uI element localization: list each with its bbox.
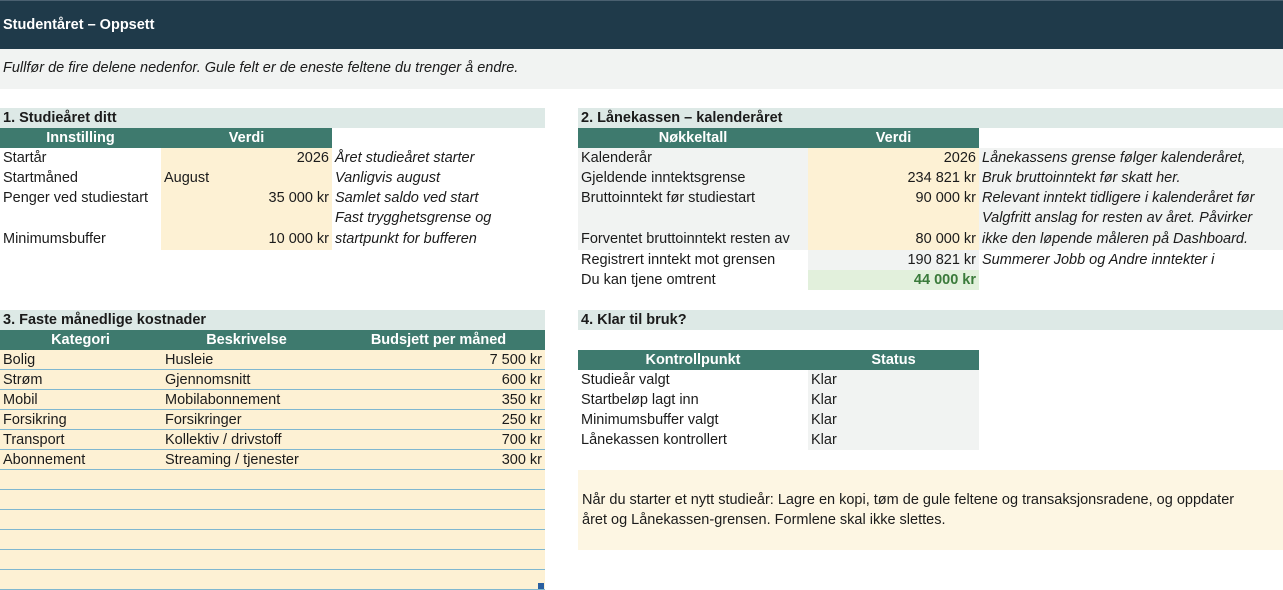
cost-category[interactable]: Strøm bbox=[3, 372, 43, 388]
cost-description[interactable]: Gjennomsnitt bbox=[165, 372, 251, 388]
table-row[interactable] bbox=[0, 370, 545, 390]
cost-category[interactable]: Bolig bbox=[3, 352, 36, 368]
start-money-note: Samlet saldo ved start bbox=[335, 190, 479, 206]
title-gridline bbox=[0, 0, 1283, 2]
table-resize-handle[interactable] bbox=[538, 583, 544, 589]
section2-header-value: Verdi bbox=[808, 128, 979, 148]
cost-budget[interactable]: 700 kr bbox=[501, 432, 542, 448]
section4-heading: 4. Klar til bruk? bbox=[578, 310, 1283, 330]
section3-header-budget: Budsjett per måned bbox=[332, 330, 545, 350]
start-year-note: Året studieåret starter bbox=[335, 150, 475, 166]
table-row[interactable] bbox=[0, 450, 545, 470]
cost-description[interactable]: Mobilabonnement bbox=[165, 392, 281, 408]
section3-header-description: Beskrivelse bbox=[161, 330, 332, 350]
table-row[interactable] bbox=[0, 410, 545, 430]
table-row[interactable] bbox=[0, 390, 545, 410]
start-money-input[interactable]: 35 000 kr bbox=[161, 188, 332, 208]
key-label-expected-income: Forventet bruttoinntekt resten av bbox=[581, 231, 790, 247]
new-year-note-line1: Når du starter et nytt studieår: Lagre en kopi, tøm de gule feltene og transaksjonsradene, og oppdater bbox=[582, 492, 1235, 508]
section3-heading: 3. Faste månedlige kostnader bbox=[0, 310, 545, 330]
section2-header-key: Nøkkeltall bbox=[578, 128, 808, 148]
check-status: Klar bbox=[808, 390, 979, 410]
table-row[interactable] bbox=[0, 430, 545, 450]
empty-cost-row[interactable] bbox=[0, 530, 545, 550]
check-status: Klar bbox=[808, 410, 979, 430]
registered-income-note: Summerer Jobb og Andre inntekter i bbox=[982, 252, 1215, 268]
empty-cost-row[interactable] bbox=[0, 490, 545, 510]
section4-header-status: Status bbox=[808, 350, 979, 370]
check-status: Klar bbox=[808, 430, 979, 450]
income-before-start-note: Relevant inntekt tidligere i kalenderåret før bbox=[982, 190, 1255, 206]
check-status: Klar bbox=[808, 370, 979, 390]
section3-header-category: Kategori bbox=[0, 330, 161, 350]
expected-income-note-line2: ikke den løpende måleren på Dashboard. bbox=[982, 231, 1248, 247]
empty-cost-row[interactable] bbox=[0, 550, 545, 570]
setting-label-min-buffer: Minimumsbuffer bbox=[3, 231, 106, 247]
expected-income-input[interactable]: 80 000 kr bbox=[915, 231, 976, 247]
expected-income-note-line1: Valgfritt anslag for resten av året. Påvirker bbox=[982, 210, 1253, 226]
key-label-income-before-start: Bruttoinntekt før studiestart bbox=[581, 190, 756, 206]
calendar-year-note: Lånekassens grense følger kalenderåret, bbox=[982, 150, 1246, 166]
cost-category[interactable]: Abonnement bbox=[3, 452, 86, 468]
sheet-title-bar bbox=[0, 0, 1283, 49]
check-label: Studieår valgt bbox=[581, 372, 670, 388]
start-month-note: Vanligvis august bbox=[335, 170, 441, 186]
can-earn-value: 44 000 kr bbox=[808, 270, 979, 290]
section2-heading: 2. Lånekassen – kalenderåret bbox=[578, 108, 1283, 128]
empty-cost-row[interactable] bbox=[0, 470, 545, 490]
cost-description[interactable]: Kollektiv / drivstoff bbox=[165, 432, 282, 448]
cost-description[interactable]: Forsikringer bbox=[165, 412, 242, 428]
setting-label-start-month: Startmåned bbox=[3, 170, 78, 186]
check-label: Startbeløp lagt inn bbox=[581, 392, 699, 408]
empty-cost-row[interactable] bbox=[0, 570, 545, 590]
income-before-start-input[interactable]: 90 000 kr bbox=[808, 188, 979, 208]
cost-description[interactable]: Streaming / tjenester bbox=[165, 452, 299, 468]
new-year-note-line2: året og Lånekassen-grensen. Formlene skal ikke slettes. bbox=[582, 512, 946, 528]
setting-label-start-money: Penger ved studiestart bbox=[3, 190, 149, 206]
key-label-calendar-year: Kalenderår bbox=[581, 150, 652, 166]
calendar-year-input[interactable]: 2026 bbox=[808, 148, 979, 168]
cost-budget[interactable]: 350 kr bbox=[501, 392, 542, 408]
registered-income-value: 190 821 kr bbox=[808, 250, 979, 270]
section1-header-setting: Innstilling bbox=[0, 128, 161, 148]
min-buffer-note-line1: Fast trygghetsgrense og bbox=[335, 210, 492, 226]
income-limit-input[interactable]: 234 821 kr bbox=[808, 168, 979, 188]
section4-header-check: Kontrollpunkt bbox=[578, 350, 808, 370]
income-limit-note: Bruk bruttoinntekt før skatt her. bbox=[982, 170, 1181, 186]
min-buffer-input[interactable]: 10 000 kr bbox=[268, 231, 329, 247]
empty-cost-row[interactable] bbox=[0, 510, 545, 530]
key-label-income-limit: Gjeldende inntektsgrense bbox=[581, 170, 746, 186]
key-label-registered-income: Registrert inntekt mot grensen bbox=[581, 252, 776, 268]
cost-description[interactable]: Husleie bbox=[165, 352, 214, 368]
setting-label-start-year: Startår bbox=[3, 150, 47, 166]
intro-text: Fullfør de fire delene nedenfor. Gule felt er de eneste feltene du trenger å endre. bbox=[0, 49, 1283, 89]
check-label: Lånekassen kontrollert bbox=[581, 432, 727, 448]
section1-header-value: Verdi bbox=[161, 128, 332, 148]
new-year-note bbox=[578, 470, 1283, 550]
table-row[interactable] bbox=[0, 350, 545, 370]
cost-budget[interactable]: 250 kr bbox=[501, 412, 542, 428]
cost-category[interactable]: Forsikring bbox=[3, 412, 67, 428]
cost-category[interactable]: Mobil bbox=[3, 392, 38, 408]
sheet-title: Studentåret – Oppsett bbox=[3, 17, 155, 33]
section1-heading: 1. Studieåret ditt bbox=[0, 108, 545, 128]
start-month-input[interactable]: August bbox=[161, 168, 332, 188]
cost-budget[interactable]: 300 kr bbox=[501, 452, 542, 468]
key-label-can-earn: Du kan tjene omtrent bbox=[581, 272, 716, 288]
cost-budget[interactable]: 600 kr bbox=[501, 372, 542, 388]
cost-category[interactable]: Transport bbox=[3, 432, 65, 448]
start-year-input[interactable]: 2026 bbox=[161, 148, 332, 168]
min-buffer-note-line2: startpunkt for bufferen bbox=[335, 231, 477, 247]
check-label: Minimumsbuffer valgt bbox=[581, 412, 719, 428]
cost-budget[interactable]: 7 500 kr bbox=[489, 352, 542, 368]
